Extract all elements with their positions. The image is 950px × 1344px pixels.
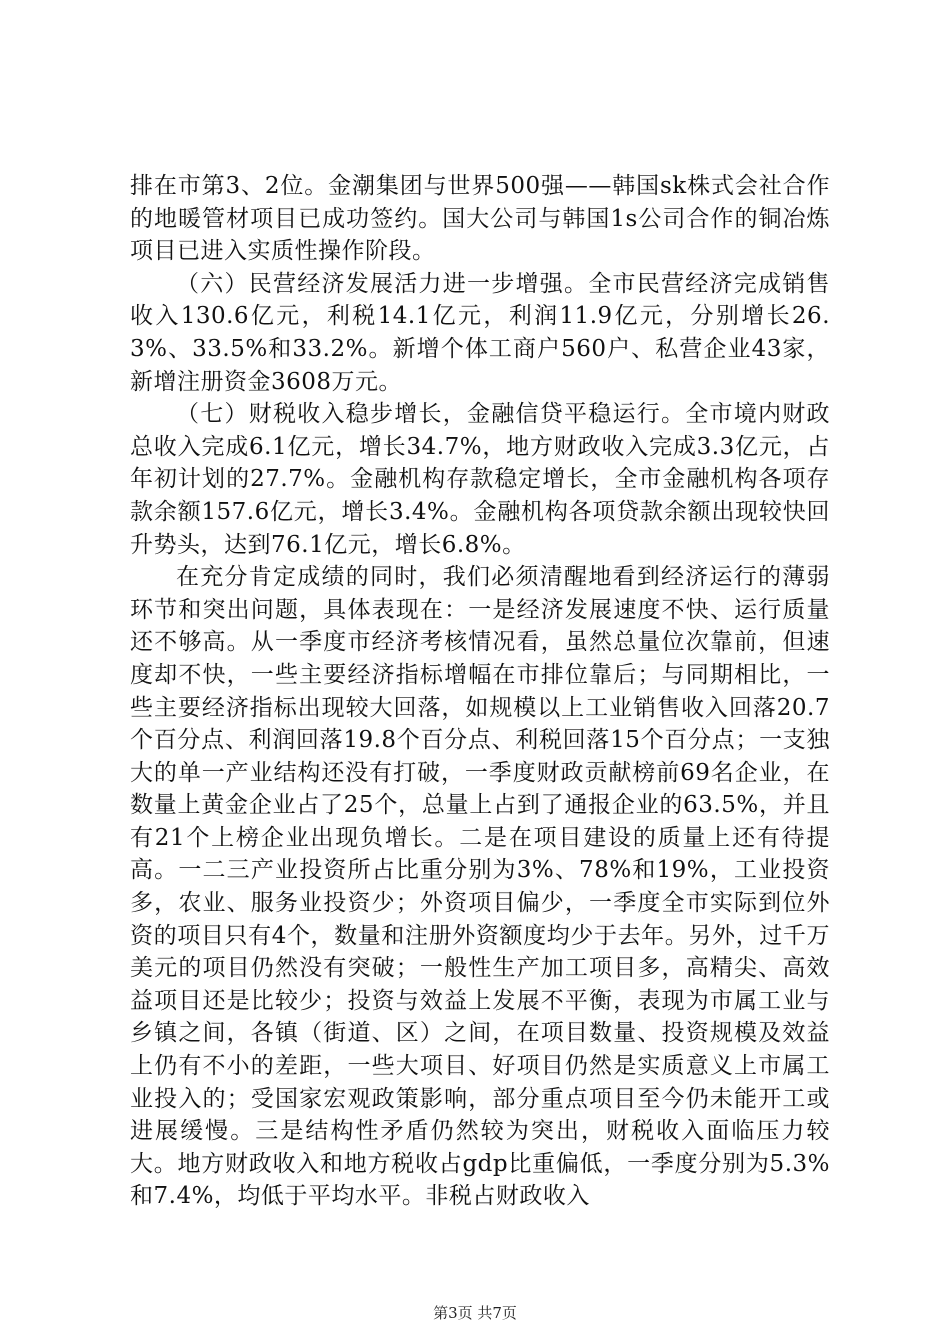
paragraph-continuation: 排在市第3、2位。金潮集团与世界500强——韩国sk株式会社合作的地暖管材项目已成功签约。国大公司与韩国1s公司合作的铜冶炼项目已进入实质性操作阶段。 [130, 173, 830, 265]
page-number-footer: 第3页 共7页 [433, 1304, 517, 1322]
document-body [130, 170, 830, 1213]
paragraph-private-economy: （六）民营经济发展活力进一步增强。全市民营经济完成销售收入130.6亿元，利税14.1亿元，利润11.9亿元，分别增长26.3%、33.5%和33.2%。新增个体工商户560户、私营企业43家，新增注册资金3608万元。 [130, 270, 830, 395]
paragraph-fiscal-finance: （七）财税收入稳步增长，金融信贷平稳运行。全市境内财政总收入完成6.1亿元，增长34.7%，地方财政收入完成3.3亿元，占年初计划的27.7%。金融机构存款稳定增长，全市金融机构各项存款余额157.6亿元，增长3.4%。金融机构各项贷款余额出现较快回升势头，达到76.1亿元，增长6.8%。 [130, 401, 830, 558]
paragraph-problems: 在充分肯定成绩的同时，我们必须清醒地看到经济运行的薄弱环节和突出问题，具体表现在：一是经济发展速度不快、运行质量还不够高。从一季度市经济考核情况看，虽然总量位次靠前，但速度却不快，一些主要经济指标增幅在市排位靠后；与同期相比，一些主要经济指标出现较大回落，如规模以上工业销售收入回落20.7个百分点、利润回落19.8个百分点、利税回落15个百分点；一支独大的单一产业结构还没有打破，一季度财政贡献榜前69名企业，在数量上黄金企业占了25个，总量上占到了通报企业的63.5%，并且有21个上榜企业出现负增长。二是在项目建设的质量上还有待提高。一二三产业投资所占比重分别为3%、78%和19%，工业投资多，农业、服务业投资少；外资项目偏少，一季度全市实际到位外资的项目只有4个，数量和注册外资额度均少于去年。另外，过千万美元的项目仍然没有突破；一般性生产加工项目多，高精尖、高效益项目还是比较少；投资与效益上发展不平衡，表现为市属工业与乡镇之间，各镇（街道、区）之间，在项目数量、投资规模及效益上仍有不小的差距，一些大项目、好项目仍然是实质意义上市属工业投入的；受国家宏观政策影响，部分重点项目至今仍未能开工或进展缓慢。三是结构性矛盾仍然较为突出，财税收入面临压力较大。地方财政收入和地方税收占gdp比重偏低，一季度分别为5.3%和7.4%，均低于平均水平。非税占财政收入 [130, 564, 830, 1210]
